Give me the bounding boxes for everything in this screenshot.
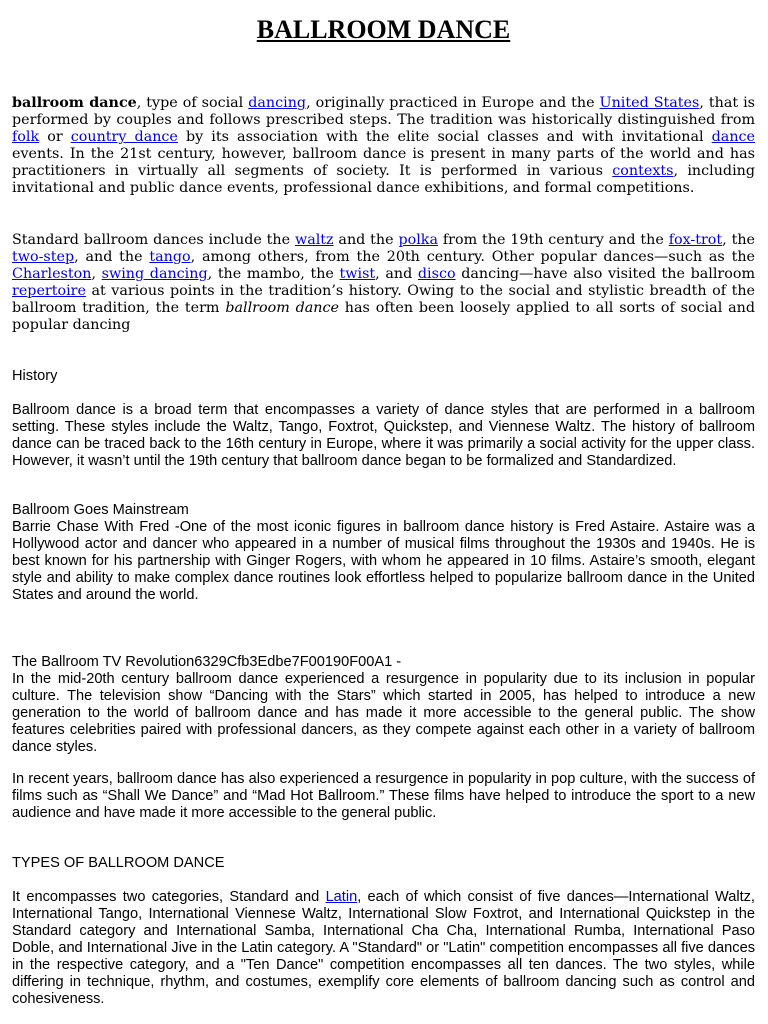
intro-paragraph [12,95,755,197]
intro-text: , originally practiced in Europe and the [306,95,600,111]
standard-text: dancing—have also visited the ballroom [455,266,756,282]
tv-heading: The Ballroom TV Revolution6329Cfb3Edbe7F00190F00A1 - [12,654,402,670]
types-text: It encompasses two categories, Standard and [12,889,326,905]
types-text: , each of which consist of five dances—International Waltz, International Tango, International Viennese Waltz, International Slow Foxtrot, and International Quickstep in the Standard category and International Samba, International Cha Cha, International Rumba, International Paso Doble, and International Jive in the Latin category. A "Standard" or "Latin" competition encompasses all five dances in the respective category, and a "Ten Dance" competition encompasses all ten dances. The two styles, while differing in technique, rhythm, and costumes, exemplify core elements of ballroom dancing such as control and cohesiveness. [12,889,755,1007]
link-disco[interactable]: disco [417,266,456,282]
types-heading: TYPES OF BALLROOM DANCE [12,855,225,871]
standard-text: , among others, from the 20th century. Other popular dances—such as the [190,249,755,265]
link-tango[interactable]: tango [149,249,191,265]
link-polka[interactable]: polka [398,232,438,248]
standard-text: has often been loosely applied to all sorts of social and popular dancing [12,300,755,333]
page-title: BALLROOM DANCE [256,15,511,44]
emphasis-ballroom-dance: ballroom dance [225,300,339,316]
intro-text: by its association with the elite social classes and with invitational [177,129,712,145]
tv-paragraph-2: In recent years, ballroom dance has also experienced a resurgence in popularity in pop culture, with the success of films such as “Shall We Dance” and “Mad Hot Ballroom.” These films have helped to introduce the sport to a new audience and have made it more accessible to the general public. [12,771,755,821]
standard-text: and the [333,232,399,248]
standard-text: Standard ballroom dances include the [12,232,295,248]
standard-text: , the mambo, the [207,266,340,282]
link-united-states[interactable]: United States [599,95,700,111]
intro-term: ballroom dance [12,95,137,111]
mainstream-paragraph: Barrie Chase With Fred -One of the most iconic figures in ballroom dance history is Fred Astaire. Astaire was a Hollywood actor and dancer who appeared in a number of musical films throughout the 1930s and 1940s. He is best known for his partnership with Ginger Rogers, with whom he appeared in 10 films. Astaire’s smooth, elegant style and ability to make complex dance routines look effortless helped to popularize ballroom dance in the United States and around the world. [12,519,755,603]
link-fox-trot[interactable]: fox-trot [668,232,723,248]
standard-text: , the [722,232,755,248]
link-swing-dancing[interactable]: swing dancing [101,266,208,282]
tv-paragraph-1: In the mid-20th century ballroom dance experienced a resurgence in popularity due to its inclusion in popular culture. The television show “Dancing with the Stars” which started in 2005, has helped to introduce a new generation to the world of ballroom dance and has made it more accessible to the general public. The show features celebrities paired with professional dancers, as they compete against each other in a variety of ballroom dance styles. [12,671,755,755]
mainstream-heading: Ballroom Goes Mainstream [12,502,189,518]
intro-text: , including invitational and public dance events, professional dance exhibitions, and formal competitions. [12,163,756,196]
link-dance[interactable]: dance [711,129,756,145]
standard-text: , and the [74,249,150,265]
link-repertoire[interactable]: repertoire [12,283,86,299]
types-paragraph [12,889,755,1008]
standard-text: at various points in the tradition’s history. Owing to the social and stylistic breadth of the ballroom tradition, the term [12,283,755,316]
intro-text: or [39,129,71,145]
standard-text: , [91,266,102,282]
link-twist[interactable]: twist [339,266,376,282]
standard-dances-paragraph [12,232,755,334]
standard-text: from the 19th century and the [437,232,669,248]
link-charleston[interactable]: Charleston [12,266,92,282]
link-two-step[interactable]: two-step [12,249,75,265]
history-heading: History [12,368,58,384]
history-paragraph: Ballroom dance is a broad term that encompasses a variety of dance styles that are performed in a ballroom setting. These styles include the Waltz, Tango, Foxtrot, Quickstep, and Viennese Waltz. The history of ballroom dance can be traced back to the 16th century in Europe, where it was primarily a social activity for the upper class. However, it wasn’t until the 19th century that ballroom dance began to be formalized and Standardized. [12,402,755,469]
link-country-dance[interactable]: country dance [70,129,178,145]
intro-text: , type of social [136,95,249,111]
intro-text: events. In the 21st century, however, ballroom dance is present in many parts of the world and has practitioners in virtually all segments of society. It is performed in various [12,146,755,179]
link-contexts[interactable]: contexts [612,163,674,179]
link-dancing[interactable]: dancing [248,95,307,111]
intro-text: , that is performed by couples and follows prescribed steps. The tradition was historically distinguished from [12,95,755,128]
link-folk[interactable]: folk [12,129,40,145]
link-latin[interactable]: Latin [325,889,358,905]
link-waltz[interactable]: waltz [294,232,334,248]
standard-text: , and [375,266,418,282]
